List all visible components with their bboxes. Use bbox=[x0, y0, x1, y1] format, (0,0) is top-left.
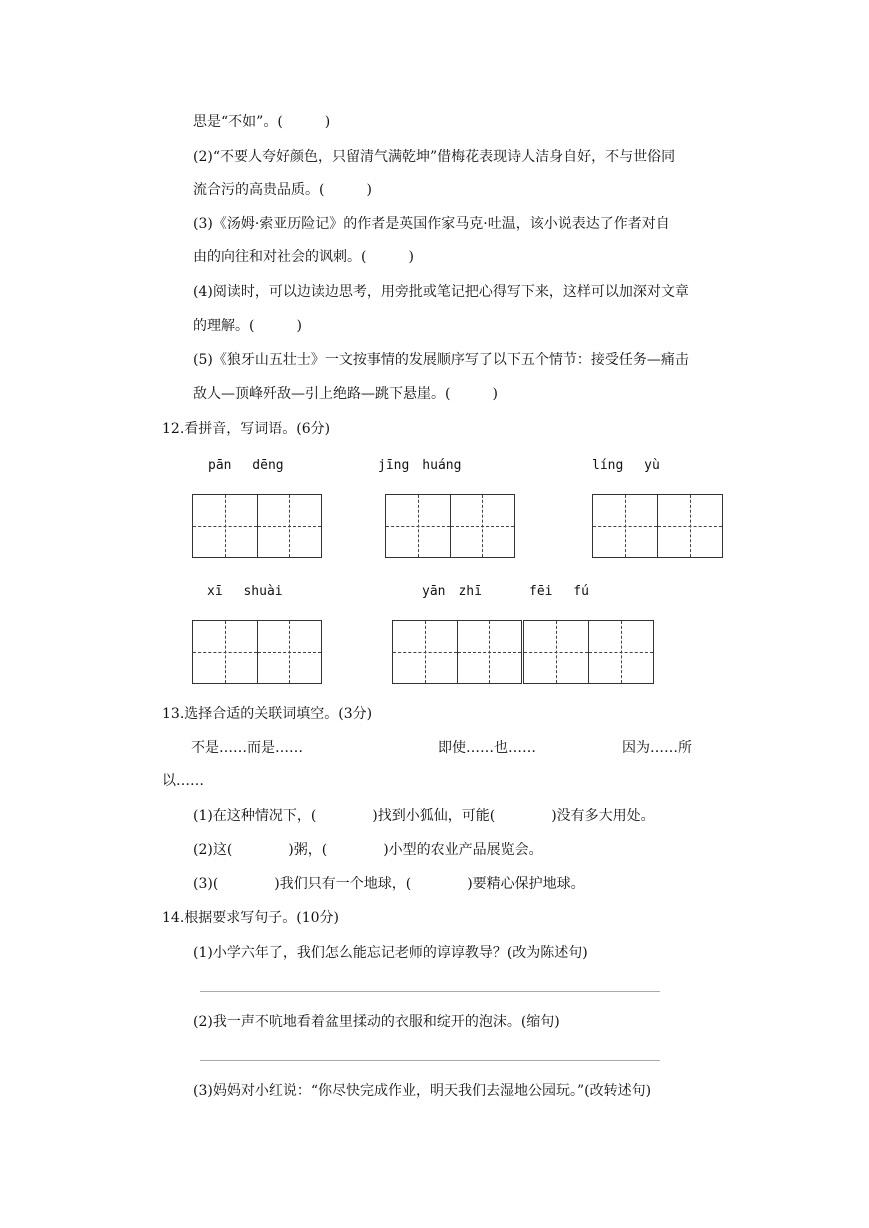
q13-title: 13.选择合适的关联词填空。(3分) bbox=[162, 706, 373, 722]
q14-answer-line-1[interactable] bbox=[200, 991, 660, 992]
q13-option-3-cont: 以…… bbox=[162, 773, 204, 789]
q13-item-2: (2)这( )粥，( )小型的农业产品展览会。 bbox=[193, 842, 543, 858]
q11-item-5-line-2: 敌人—顶峰歼敌—引上绝路—跳下悬崖。( ) bbox=[193, 386, 498, 402]
pinyin-6: fēi fú bbox=[529, 584, 589, 599]
q11-item-2-line-2: 流合污的高贵品质。( ) bbox=[193, 182, 372, 198]
writing-grid-5[interactable] bbox=[392, 620, 522, 684]
q14-answer-line-2[interactable] bbox=[200, 1060, 660, 1061]
writing-grid-1[interactable] bbox=[192, 494, 322, 558]
pinyin-1: pān dēng bbox=[208, 458, 284, 473]
q11-item-4-line-2: 的理解。( ) bbox=[193, 318, 302, 334]
q14-item-2: (2)我一声不吭地看着盆里揉动的衣服和绽开的泡沫。(缩句) bbox=[193, 1014, 560, 1030]
q11-item-5-line-1: (5)《狼牙山五壮士》一文按事情的发展顺序写了以下五个情节：接受任务—痛击 bbox=[193, 352, 689, 368]
q14-item-3: (3)妈妈对小红说：“你尽快完成作业，明天我们去湿地公园玩。”(改转述句) bbox=[193, 1083, 652, 1099]
q11-line-1: 思是“不如”。( ) bbox=[193, 114, 331, 130]
pinyin-3: líng yù bbox=[592, 458, 660, 473]
q11-item-4-line-1: (4)阅读时，可以边读边思考，用旁批或笔记把心得写下来，这样可以加深对文章 bbox=[193, 284, 689, 300]
writing-grid-2[interactable] bbox=[385, 494, 515, 558]
writing-grid-3[interactable] bbox=[592, 494, 723, 558]
pinyin-4: xī shuài bbox=[207, 584, 283, 599]
writing-grid-4[interactable] bbox=[192, 620, 322, 684]
q11-item-2-line-1: (2)“不要人夸好颜色，只留清气满乾坤”借梅花表现诗人洁身自好，不与世俗同 bbox=[193, 149, 676, 165]
writing-grid-6[interactable] bbox=[523, 620, 654, 684]
q11-item-3-line-2: 由的向往和对社会的讽刺。( ) bbox=[193, 249, 414, 265]
q13-item-3: (3)( )我们只有一个地球，( )要精心保护地球。 bbox=[193, 876, 585, 892]
q13-item-1: (1)在这种情况下，( )找到小狐仙，可能( )没有多大用处。 bbox=[193, 808, 655, 824]
q11-item-3-line-1: (3)《汤姆·索亚历险记》的作者是英国作家马克·吐温，该小说表达了作者对自 bbox=[193, 216, 670, 232]
q14-title: 14.根据要求写句子。(10分) bbox=[162, 910, 340, 926]
q14-item-1: (1)小学六年了，我们怎么能忘记老师的谆谆教导？(改为陈述句) bbox=[193, 945, 588, 961]
q12-title: 12.看拼音，写词语。(6分) bbox=[162, 421, 331, 437]
q13-option-1: 不是……而是…… bbox=[191, 740, 303, 756]
q13-option-3: 因为……所 bbox=[622, 740, 692, 756]
q13-option-2: 即使……也…… bbox=[438, 740, 536, 756]
pinyin-2: jīng huáng bbox=[378, 458, 462, 473]
pinyin-5: yān zhī bbox=[422, 584, 482, 599]
